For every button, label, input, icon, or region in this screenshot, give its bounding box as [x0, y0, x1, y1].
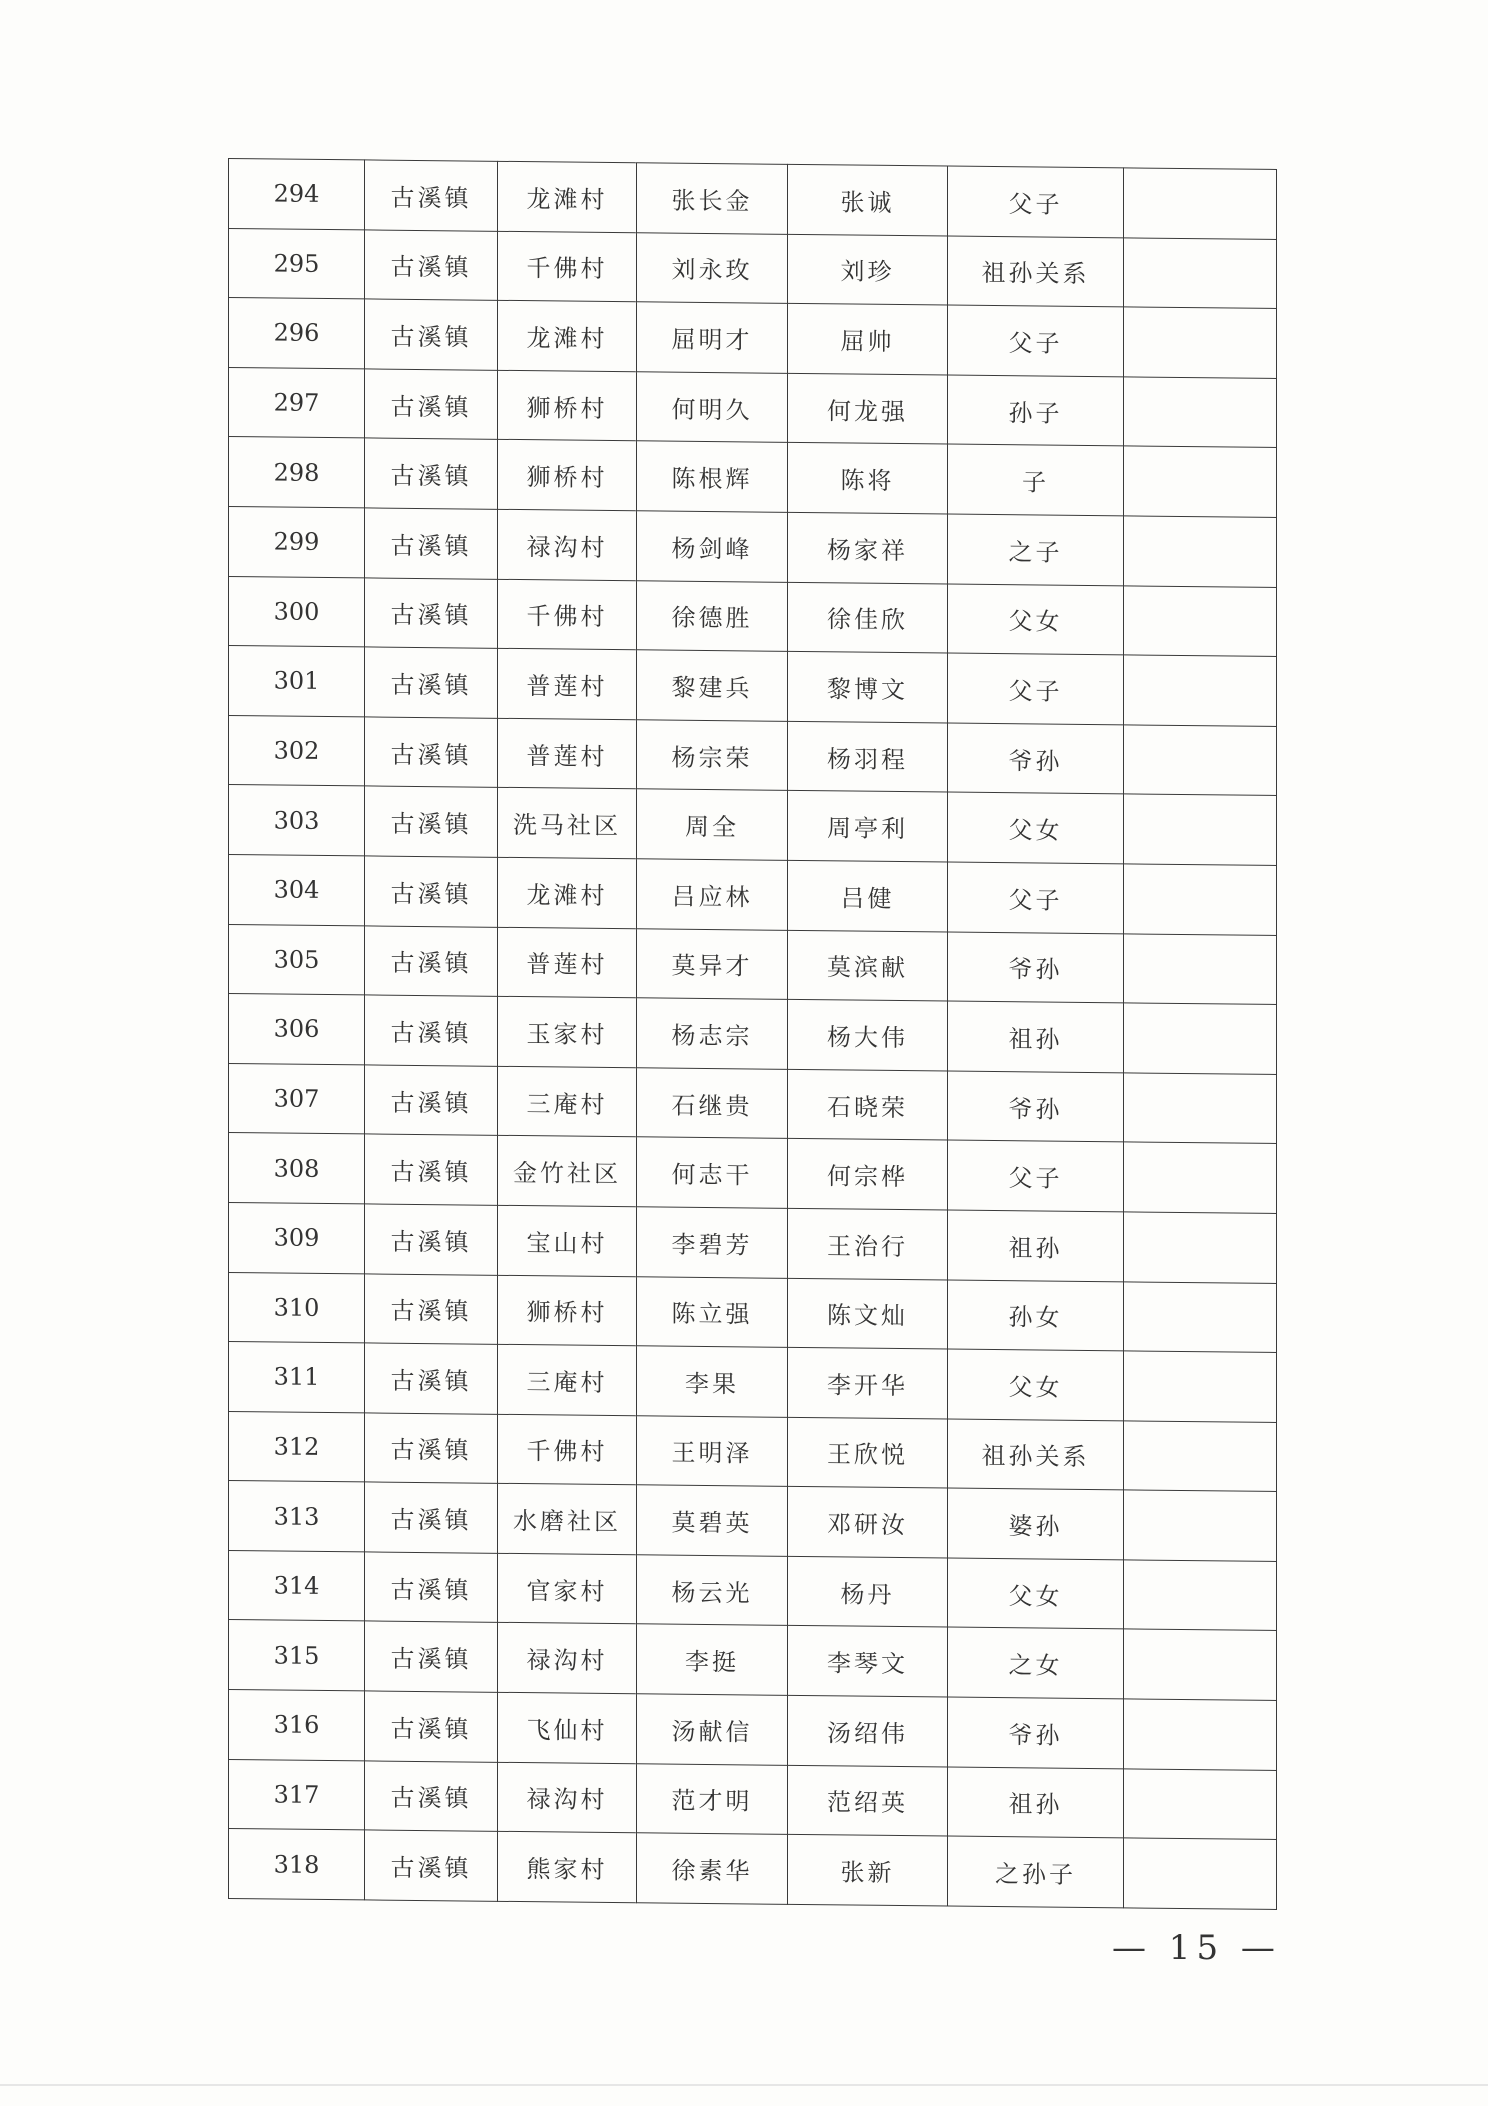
cell-village: 普莲村 [498, 927, 637, 998]
cell-number: 307 [229, 1063, 365, 1134]
cell-number: 318 [229, 1829, 365, 1900]
cell-name-secondary: 屈帅 [788, 304, 948, 375]
cell-relation: 祖孙 [948, 1210, 1124, 1281]
cell-note [1124, 446, 1277, 517]
cell-number: 298 [229, 437, 365, 508]
cell-number: 299 [229, 506, 365, 577]
cell-number: 312 [229, 1411, 365, 1482]
table-row [229, 576, 1277, 657]
cell-town: 古溪镇 [365, 438, 498, 509]
cell-relation: 父女 [948, 792, 1124, 863]
cell-relation: 祖孙 [948, 1767, 1124, 1838]
cell-town: 古溪镇 [365, 1691, 498, 1762]
table-row [229, 924, 1277, 1005]
cell-town: 古溪镇 [365, 1343, 498, 1414]
cell-relation: 父女 [948, 1349, 1124, 1420]
cell-relation: 爷孙 [948, 1697, 1124, 1768]
cell-name-primary: 刘永玫 [637, 232, 788, 303]
cell-name-secondary: 周亭利 [788, 791, 948, 862]
cell-relation: 父子 [948, 166, 1124, 237]
cell-town: 古溪镇 [365, 1065, 498, 1136]
cell-town: 古溪镇 [365, 299, 498, 370]
cell-note [1124, 1699, 1277, 1770]
cell-relation: 孙女 [948, 1280, 1124, 1351]
cell-name-primary: 杨剑峰 [637, 511, 788, 582]
table-row [229, 1620, 1277, 1701]
cell-number: 305 [229, 924, 365, 995]
cell-name-secondary: 王治行 [788, 1208, 948, 1279]
cell-note [1124, 1142, 1277, 1213]
cell-town: 古溪镇 [365, 369, 498, 440]
table-row [229, 298, 1277, 379]
cell-relation: 之子 [948, 514, 1124, 585]
cell-number: 310 [229, 1272, 365, 1343]
cell-village: 龙滩村 [498, 301, 637, 372]
cell-number: 300 [229, 576, 365, 647]
cell-name-primary: 杨宗荣 [637, 720, 788, 791]
cell-village: 禄沟村 [498, 509, 637, 580]
cell-village: 狮桥村 [498, 370, 637, 441]
cell-village: 千佛村 [498, 579, 637, 650]
cell-note [1124, 864, 1277, 935]
cell-name-primary: 吕应林 [637, 859, 788, 930]
cell-village: 飞仙村 [498, 1692, 637, 1763]
cell-town: 古溪镇 [365, 995, 498, 1066]
cell-relation: 之孙子 [948, 1836, 1124, 1907]
cell-village: 三庵村 [498, 1066, 637, 1137]
cell-name-secondary: 杨大伟 [788, 999, 948, 1070]
cell-number: 304 [229, 854, 365, 925]
cell-number: 309 [229, 1202, 365, 1273]
cell-name-secondary: 李开华 [788, 1347, 948, 1418]
cell-town: 古溪镇 [365, 508, 498, 579]
table-row [229, 1063, 1277, 1144]
cell-village: 普莲村 [498, 648, 637, 719]
cell-number: 311 [229, 1342, 365, 1413]
cell-town: 古溪镇 [365, 1273, 498, 1344]
cell-note [1124, 1212, 1277, 1283]
page-number: — 15 — [1112, 1928, 1281, 1968]
cell-village: 水磨社区 [498, 1484, 637, 1555]
cell-name-primary: 周全 [637, 789, 788, 860]
cell-town: 古溪镇 [365, 1761, 498, 1832]
cell-village: 禄沟村 [498, 1762, 637, 1833]
table-row [229, 715, 1277, 796]
table-row [229, 506, 1277, 587]
cell-village: 狮桥村 [498, 1275, 637, 1346]
cell-note [1124, 516, 1277, 587]
table-row [229, 1272, 1277, 1353]
cell-name-primary: 范才明 [637, 1763, 788, 1834]
table-row [229, 1342, 1277, 1423]
cell-village: 狮桥村 [498, 440, 637, 511]
cell-name-primary: 杨志宗 [637, 998, 788, 1069]
cell-name-primary: 李碧芳 [637, 1207, 788, 1278]
cell-village: 禄沟村 [498, 1623, 637, 1694]
cell-relation: 父女 [948, 584, 1124, 655]
cell-name-primary: 陈根辉 [637, 441, 788, 512]
cell-relation: 父子 [948, 1140, 1124, 1211]
table-row [229, 1829, 1277, 1910]
cell-number: 315 [229, 1620, 365, 1691]
cell-town: 古溪镇 [365, 230, 498, 301]
cell-town: 古溪镇 [365, 1204, 498, 1275]
cell-relation: 爷孙 [948, 932, 1124, 1003]
cell-name-secondary: 汤绍伟 [788, 1695, 948, 1766]
cell-village: 熊家村 [498, 1832, 637, 1903]
cell-number: 314 [229, 1550, 365, 1621]
table-row [229, 159, 1277, 240]
cell-name-primary: 徐素华 [637, 1833, 788, 1904]
roster-table-body [229, 159, 1277, 1910]
cell-name-secondary: 张诚 [788, 164, 948, 235]
cell-town: 古溪镇 [365, 1830, 498, 1901]
cell-note [1124, 377, 1277, 448]
cell-village: 宝山村 [498, 1205, 637, 1276]
cell-number: 316 [229, 1690, 365, 1761]
cell-note [1124, 1421, 1277, 1492]
cell-note [1124, 307, 1277, 378]
cell-town: 古溪镇 [365, 856, 498, 927]
cell-name-primary: 陈立强 [637, 1276, 788, 1347]
cell-number: 317 [229, 1759, 365, 1830]
cell-town: 古溪镇 [365, 647, 498, 718]
cell-relation: 父子 [948, 305, 1124, 376]
cell-name-primary: 莫碧英 [637, 1485, 788, 1556]
cell-note [1124, 1003, 1277, 1074]
cell-town: 古溪镇 [365, 717, 498, 788]
cell-village: 千佛村 [498, 231, 637, 302]
cell-name-secondary: 李琴文 [788, 1626, 948, 1697]
cell-village: 三庵村 [498, 1344, 637, 1415]
cell-number: 297 [229, 367, 365, 438]
table-row [229, 1411, 1277, 1492]
cell-name-secondary: 杨家祥 [788, 512, 948, 583]
cell-relation: 祖孙 [948, 1001, 1124, 1072]
cell-town: 古溪镇 [365, 1621, 498, 1692]
cell-name-secondary: 王欣悦 [788, 1417, 948, 1488]
cell-relation: 父子 [948, 653, 1124, 724]
cell-name-secondary: 陈文灿 [788, 1278, 948, 1349]
cell-name-primary: 王明泽 [637, 1415, 788, 1486]
cell-note [1124, 168, 1277, 239]
cell-name-primary: 黎建兵 [637, 650, 788, 721]
cell-relation: 子 [948, 444, 1124, 515]
cell-relation: 爷孙 [948, 1071, 1124, 1142]
cell-name-secondary: 吕健 [788, 860, 948, 931]
cell-relation: 父子 [948, 862, 1124, 933]
cell-name-secondary: 徐佳欣 [788, 582, 948, 653]
cell-village: 龙滩村 [498, 161, 637, 232]
cell-name-primary: 张长金 [637, 163, 788, 234]
cell-relation: 祖孙关系 [948, 1419, 1124, 1490]
cell-name-secondary: 张新 [788, 1835, 948, 1906]
cell-note [1124, 655, 1277, 726]
table-row [229, 367, 1277, 448]
cell-number: 313 [229, 1481, 365, 1552]
cell-village: 官家村 [498, 1553, 637, 1624]
scan-edge-line [0, 2084, 1488, 2086]
cell-note [1124, 1838, 1277, 1909]
cell-relation: 孙子 [948, 375, 1124, 446]
table-row [229, 1690, 1277, 1771]
cell-name-primary: 石继贵 [637, 1067, 788, 1138]
cell-note [1124, 1629, 1277, 1700]
cell-village: 金竹社区 [498, 1136, 637, 1207]
cell-village: 洗马社区 [498, 788, 637, 859]
cell-name-secondary: 杨羽程 [788, 721, 948, 792]
cell-village: 普莲村 [498, 718, 637, 789]
cell-name-primary: 莫异才 [637, 928, 788, 999]
cell-name-primary: 何志干 [637, 1137, 788, 1208]
cell-note [1124, 585, 1277, 656]
cell-village: 玉家村 [498, 996, 637, 1067]
cell-name-primary: 李挺 [637, 1624, 788, 1695]
cell-number: 296 [229, 298, 365, 369]
cell-town: 古溪镇 [365, 1552, 498, 1623]
cell-village: 龙滩村 [498, 857, 637, 928]
table-row [229, 785, 1277, 866]
table-row [229, 1759, 1277, 1840]
table-row [229, 1202, 1277, 1283]
cell-name-secondary: 何龙强 [788, 373, 948, 444]
roster-table [228, 158, 1277, 1910]
table-row [229, 1481, 1277, 1562]
cell-town: 古溪镇 [365, 1482, 498, 1553]
cell-name-secondary: 邓研汝 [788, 1487, 948, 1558]
table-row [229, 1550, 1277, 1631]
cell-village: 千佛村 [498, 1414, 637, 1485]
cell-name-secondary: 范绍英 [788, 1765, 948, 1836]
cell-name-primary: 李果 [637, 1346, 788, 1417]
cell-note [1124, 1560, 1277, 1631]
cell-town: 古溪镇 [365, 1134, 498, 1205]
cell-note [1124, 794, 1277, 865]
cell-name-primary: 屈明才 [637, 302, 788, 373]
cell-number: 294 [229, 159, 365, 230]
cell-town: 古溪镇 [365, 786, 498, 857]
cell-name-primary: 汤献信 [637, 1694, 788, 1765]
cell-number: 303 [229, 785, 365, 856]
cell-relation: 之女 [948, 1628, 1124, 1699]
cell-name-secondary: 黎博文 [788, 652, 948, 723]
cell-name-secondary: 杨丹 [788, 1556, 948, 1627]
cell-note [1124, 933, 1277, 1004]
cell-town: 古溪镇 [365, 925, 498, 996]
table-row [229, 646, 1277, 727]
cell-note [1124, 1351, 1277, 1422]
cell-note [1124, 1281, 1277, 1352]
cell-note [1124, 1490, 1277, 1561]
table-row [229, 994, 1277, 1075]
table-row [229, 854, 1277, 935]
cell-note [1124, 1769, 1277, 1840]
cell-number: 306 [229, 994, 365, 1065]
cell-relation: 父女 [948, 1558, 1124, 1629]
cell-name-secondary: 刘珍 [788, 234, 948, 305]
cell-name-primary: 何明久 [637, 372, 788, 443]
cell-town: 古溪镇 [365, 577, 498, 648]
cell-note [1124, 237, 1277, 308]
cell-number: 308 [229, 1133, 365, 1204]
table-row [229, 1133, 1277, 1214]
cell-town: 古溪镇 [365, 160, 498, 231]
cell-name-primary: 徐德胜 [637, 580, 788, 651]
cell-name-secondary: 石晓荣 [788, 1069, 948, 1140]
cell-note [1124, 1073, 1277, 1144]
cell-relation: 祖孙关系 [948, 236, 1124, 307]
cell-town: 古溪镇 [365, 1413, 498, 1484]
cell-note [1124, 725, 1277, 796]
cell-number: 302 [229, 715, 365, 786]
cell-name-secondary: 陈将 [788, 443, 948, 514]
cell-name-primary: 杨云光 [637, 1555, 788, 1626]
cell-relation: 爷孙 [948, 723, 1124, 794]
cell-number: 295 [229, 228, 365, 299]
table-row [229, 437, 1277, 518]
cell-name-secondary: 何宗桦 [788, 1139, 948, 1210]
cell-number: 301 [229, 646, 365, 717]
cell-name-secondary: 莫滨献 [788, 930, 948, 1001]
table-row [229, 228, 1277, 309]
cell-relation: 婆孙 [948, 1488, 1124, 1559]
